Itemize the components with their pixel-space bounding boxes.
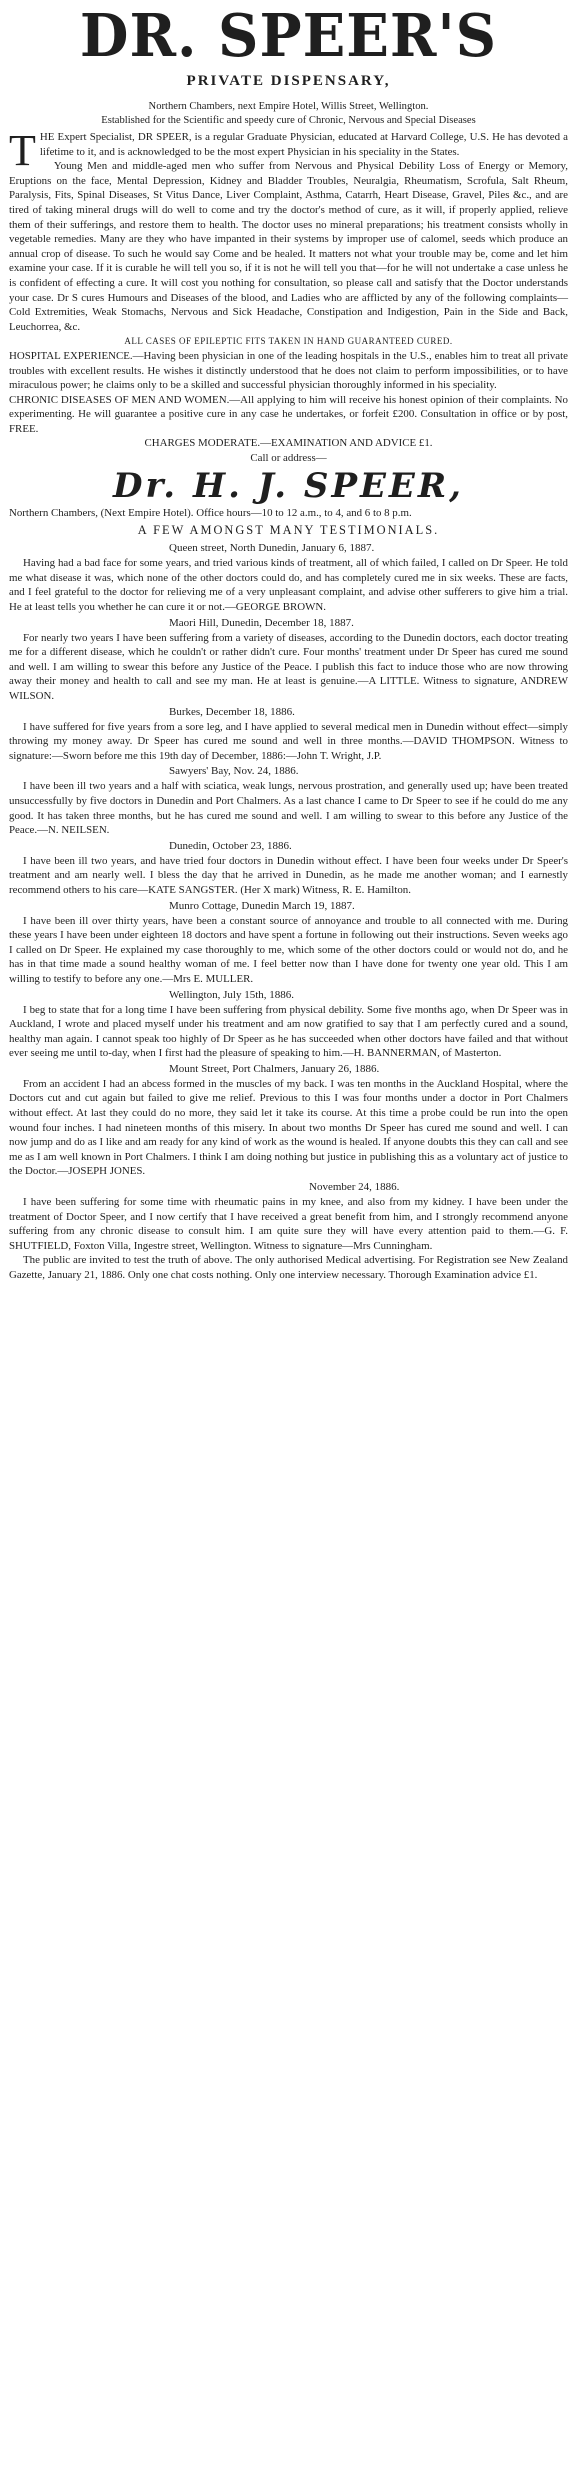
testimonial-text: I have been ill two years and a half with sciatica, weak lungs, nervous prostration, and generally used up; have been treated unsuccessfully by five doctors in Dunedin and Port Chalmers. As a last chance I came to Dr Speer to see if he could do me any good. It has taken three months, but he has cured me sound and well. I am willing to swear to this before any Justice of the Peace.—N. NEILSEN.	[9, 780, 568, 837]
intro-paragraph	[9, 126, 568, 175]
closing-paragraph: The public are invited to test the truth of above. The only authorised Medical advertising. For Registration see New Zealand Gazette, January 21, 1886. Only one chat costs nothing. Only one interview necessary. Thorough Examination advice £1.	[9, 1254, 568, 1281]
testimonial-dateline: Queen street, North Dunedin, January 6, 1887.	[169, 542, 375, 555]
testimonial-text: I have been suffering for some time with rheumatic pains in my knee, and also from my kidney. I have been under the treatment of Doctor Speer, and I now certify that I have received a great benefit from him, and I strongly recommend anyone suffering from any chronic disease to consult him. I am quite sure they will have every attention paid to them.—G. F. SHUTFIELD, Foxton Villa, Ingestre street, Wellington. Witness to signature—Mrs Cunningham.	[9, 1196, 568, 1252]
testimonial-text: From an accident I had an abcess formed in the muscles of my back. I was ten months in the Auckland Hospital, where the Doctors cut and cut again but failed to give me relief. Previous to this I was four months under a doctor in Port Chalmers without effect. At last they could do no more, they said let it take its course. At this time a probe could be run into the open wound four inches. I had nineteen months of this misery. In about two months Dr Speer has cured me sound and well. I can now jump and do as I like and am ready for any kind of work as the wound is healed. If anyone doubts this they can call and see me as I am well known in Port Chalmers. I think I am doing nothing but justice in publishing this as a voluntary act of justice to the Doctor.—JOSEPH JONES.	[9, 1077, 568, 1178]
testimonial-text: I have been ill over thirty years, have been a constant source of annoyance and trouble to all connected with me. During these years I have been under eighteen 18 doctors and have spent a fortune in following out their instructions. Seven weeks ago I called on Dr Speer. He explained my case thoroughly to me, which some of the other doctors could or would not do, and he has in that time made a sound healthy woman of me. I feel better now than I have done for twenty one year old. This I am willing to testify to before any one.—Mrs E. MULLER.	[9, 914, 568, 985]
testimonial-text: I have been ill two years, and have tried four doctors in Dunedin without effect. I have been four weeks under Dr Speer's treatment and am nearly well. I bless the day that he arrived in Dunedin, as he made me another woman; and I earnestly recommend others to his care—KATE SANGSTER. (Her X mark) Witness, R. E. Hamilton.	[9, 854, 568, 896]
testimonial-item	[9, 1061, 568, 1179]
testimonial-dateline: Dunedin, October 23, 1886.	[169, 839, 292, 852]
testimonial-item	[9, 987, 568, 1061]
testimonial-item	[9, 838, 568, 898]
advert-subtitle: PRIVATE DISPENSARY,	[186, 73, 391, 89]
address-block	[9, 100, 568, 128]
testimonial-item	[9, 1179, 568, 1253]
address-line-2: Established for the Scientific and speedy cure of Chronic, Nervous and Special Diseases	[101, 115, 476, 126]
testimonial-text: I beg to state that for a long time I have been suffering from physical debility. Some five months ago, when Dr Speer was in Auckland, I wrote and placed myself under his treatment and am now gratified to say that I am perfectly cured and a sound, healthy man again. I cannot speak too highly of Dr Speer as he has succeeded when other doctors have failed and that without ever seeing me until to-day, when I first had the pleasure of speaking to him.—H. BANNERMAN, of Masterton.	[9, 1003, 568, 1060]
testimonial-dateline: Burkes, December 18, 1886.	[169, 705, 295, 718]
testimonial-text: For nearly two years I have been suffering from a variety of diseases, according to the Dunedin doctors, each doctor treating me for a different disease, which he couldn't or rather didn't cure. Four months' treatment under Dr Speer has cured me sound and well. I am willing to swear this before any Justice of the Peace. I publish this fact to induce those who are now throwing away their money and health to call and see my man. He at least is genuine.—A LITTLE. Witness to signature, ANDREW WILSON.	[9, 631, 568, 702]
epileptic-notice: ALL CASES OF EPILEPTIC FITS TAKEN IN HAND GUARANTEED CURED.	[124, 336, 453, 347]
symptoms-paragraph: Young Men and middle-aged men who suffer from Nervous and Physical Debility Loss of Energy or Memory, Eruptions on the face, Mental Depression, Kidney and Bladder Troubles, Neuralgia, Rheumatism, Scrofula, Salt Rheum, Paralysis, Fits, Spinal Diseases, St Vitus Dance, Liver Complaint, Asthma, Catarrh, Heart Disease, Gravel, Piles &c., and are tired of taking mineral drugs will do well to come and try the doctor's method of cure, as it will, if properly applied, relieve them of their sufferings, and restore them to health. The doctor uses no mineral preparations; his treatment consists wholly in vegetable remedies. Many are they who have impanted in their systems by improper use of calomel, seeds which produce an annual crop of disease. To such he would say Come and be healed. It matters not what your trouble may be, come and let him examine your case. If it is curable he will tell you so, if it is not he will tell you that—for he will not undertake a case unless he is confident of effecting a cure. It will cost you nothing for consultation, so please call and satisfy that the Doctor understands your case. Dr S cures Humours and Diseases of the blood, and Ladies who are afflicted by any of the following complaints—Cold Extremities, Weak Stomachs, Nervous and Sick Headache, Constipation and Indigestion, Pain in the Side and Back, Leuchorrea, &c.	[9, 160, 568, 333]
testimonial-item	[9, 704, 568, 764]
office-hours-paragraph: Northern Chambers, (Next Empire Hotel). Office hours—10 to 12 a.m., to 4, and 6 to 8 p.m.	[9, 506, 412, 519]
intro-text: HE Expert Specialist, DR SPEER, is a regular Graduate Physician, educated at Harvard College, U.S. He has devoted a lifetime to it, and is acknowledged to be the most expert Physician in his speciality in the States.	[39, 131, 568, 158]
testimonials-heading: A FEW AMONGST MANY TESTIMONIALS.	[137, 523, 440, 538]
intro-dropcap: T	[9, 126, 36, 175]
testimonial-dateline: November 24, 1886.	[309, 1181, 400, 1194]
testimonial-text: I have suffered for five years from a sore leg, and I have applied to several medical men in Dunedin without effect—simply throwing my money away. Dr Speer has cured me sound and well in three months.—DAVID THOMPSON. Witness to signature:—Sworn before me this 19th day of December, 1886:—John T. Wright, J.P.	[9, 720, 568, 762]
chronic-diseases-paragraph: CHRONIC DISEASES OF MEN AND WOMEN.—All applying to him will receive his honest opinion of their complaints. No experimenting. He will guarantee a positive cure in any case he undertakes, or forfeit £200. Consultation in office or by post, FREE.	[9, 393, 568, 435]
signature-heading: Dr. H. J. SPEER,	[113, 465, 464, 506]
hospital-experience-paragraph: HOSPITAL EXPERIENCE.—Having been physician in one of the leading hospitals in the U.S., enables him to treat all private troubles with excellent results. He wishes it distinctly understood that he does not claim to perform impossibilities, or to have miraculous power; he claims only to be a skilled and successful physician thoroughly informed in his speciality.	[9, 349, 568, 392]
testimonial-dateline: Mount Street, Port Chalmers, January 26, 1886.	[169, 1062, 380, 1075]
testimonial-dateline: Maori Hill, Dunedin, December 18, 1887.	[169, 616, 354, 629]
testimonial-item	[9, 615, 568, 704]
masthead	[9, 1, 568, 92]
testimonial-text: Having had a bad face for some years, and tried various kinds of treatment, all of which failed, I called on Dr Speer. He told me what disease it was, which none of the other doctors could do, and has completely cured me in six weeks. These are facts, and I feel grateful to the doctor for relieving me of a very unpleasant complaint, and advise other sufferers to give him a trial. He at least tells you whether he can cure it or not.—GEORGE BROWN.	[9, 557, 568, 614]
advert-title: DR. SPEER'S	[79, 1, 498, 71]
testimonial-item	[9, 540, 568, 614]
call-line: Call or address—	[250, 452, 327, 465]
testimonials-list	[9, 540, 568, 1253]
testimonial-item	[9, 763, 568, 837]
testimonial-dateline: Wellington, July 15th, 1886.	[169, 988, 295, 1001]
testimonial-dateline: Sawyers' Bay, Nov. 24, 1886.	[169, 765, 299, 778]
address-line-1: Northern Chambers, next Empire Hotel, Willis Street, Wellington.	[148, 101, 429, 112]
charges-line: CHARGES MODERATE.—EXAMINATION AND ADVICE £1.	[144, 437, 433, 450]
testimonial-dateline: Munro Cottage, Dunedin March 19, 1887.	[169, 899, 355, 912]
testimonial-item	[9, 898, 568, 987]
